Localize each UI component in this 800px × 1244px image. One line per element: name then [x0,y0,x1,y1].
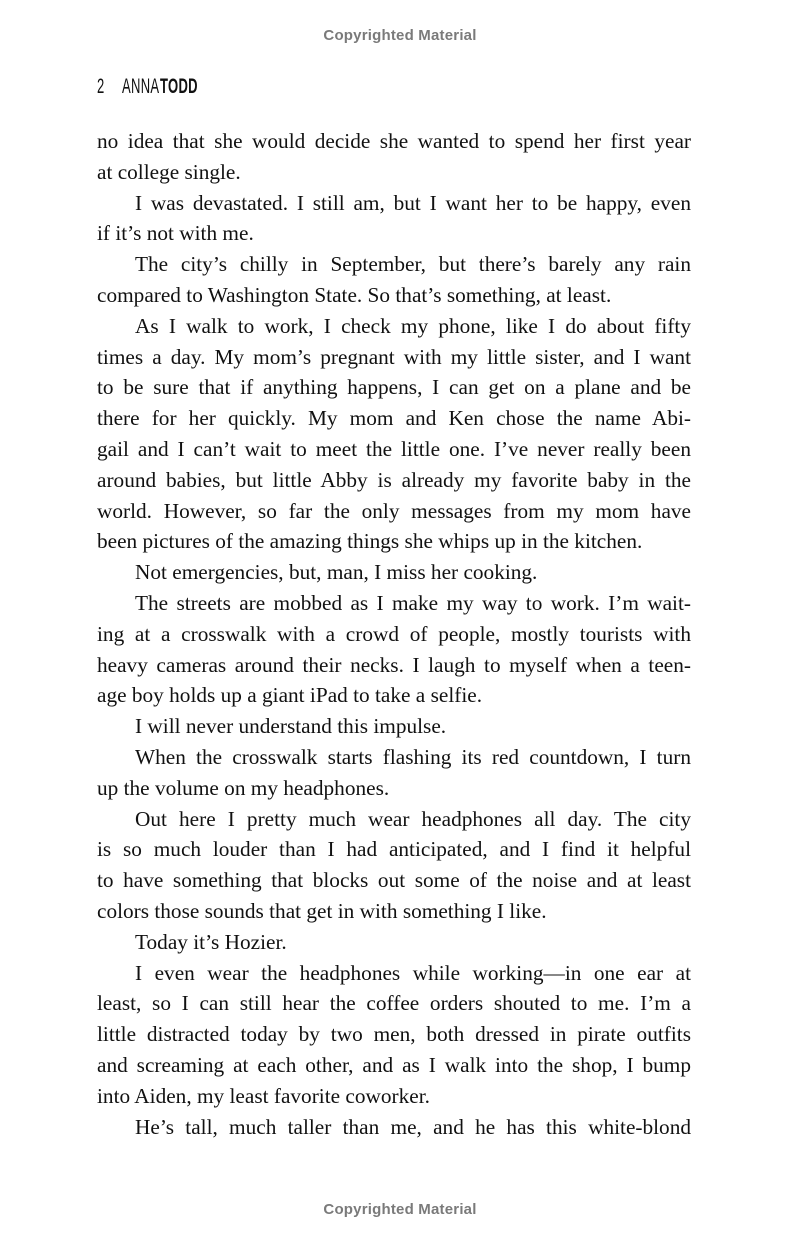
text-line: into Aiden, my least favorite coworker. [97,1083,430,1108]
text-line: heavy cameras around their necks. I laugh to myself when a teen- [97,652,691,677]
text-line: been pictures of the amazing things she whips up in the kitchen. [97,529,643,554]
text-line: to have something that blocks out some of the noise and at least [97,868,691,893]
author-first-name: ANNA [122,75,160,98]
text-line: at college single. [97,159,241,184]
text-line: I even wear the headphones while working—in one ear at [135,960,691,985]
page-body-text [97,126,691,1142]
text-line: I was devastated. I still am, but I want her to be happy, even [135,190,691,215]
text-line: if it’s not with me. [97,221,254,246]
running-head [97,75,221,101]
text-line: least, so I can still hear the coffee orders shouted to me. I’m a [97,991,691,1016]
text-line: When the crosswalk starts flashing its red countdown, I turn [135,744,691,769]
text-line: up the volume on my headphones. [97,775,390,800]
text-line: little distracted today by two men, both dressed in pirate outfits [97,1022,691,1047]
text-line: compared to Washington State. So that’s something, at least. [97,282,612,307]
text-line: world. However, so far the only messages from my mom have [97,498,691,523]
text-line: around babies, but little Abby is already my favorite baby in the [97,467,691,492]
text-line: I will never understand this impulse. [135,714,447,739]
text-line: to be sure that if anything happens, I can get on a plane and be [97,375,691,400]
text-line: and screaming at each other, and as I walk into the shop, I bump [97,1052,691,1077]
text-line: Out here I pretty much wear headphones all day. The city [135,806,691,831]
text-line: The streets are mobbed as I make my way to work. I’m wait- [135,590,691,615]
text-line: gail and I can’t wait to meet the little one. I’ve never really been [97,436,691,461]
text-line: Not emergencies, but, man, I miss her cooking. [135,560,538,585]
text-line: is so much louder than I had anticipated, and I find it helpful [97,837,691,862]
text-line: The city’s chilly in September, but there’s barely any rain [135,252,691,277]
text-line: age boy holds up a giant iPad to take a selfie. [97,683,483,708]
text-line: He’s tall, much taller than me, and he has this white-blond [135,1114,691,1139]
text-line: no idea that she would decide she wanted to spend her first year [97,129,691,153]
copyright-watermark-top: Copyrighted Material [323,27,477,44]
text-line: colors those sounds that get in with something I like. [97,898,547,923]
page-number: 2 [97,75,105,98]
copyright-watermark-bottom: Copyrighted Material [323,1201,477,1218]
text-line: As I walk to work, I check my phone, like I do about fifty [135,313,691,338]
text-line: times a day. My mom’s pregnant with my little sister, and I want [97,344,691,369]
author-last-name: TODD [160,75,198,98]
text-line: Today it’s Hozier. [135,929,287,954]
text-line: there for her quickly. My mom and Ken chose the name Abi- [97,406,691,431]
text-line: ing at a crosswalk with a crowd of people, mostly tourists with [97,621,691,646]
